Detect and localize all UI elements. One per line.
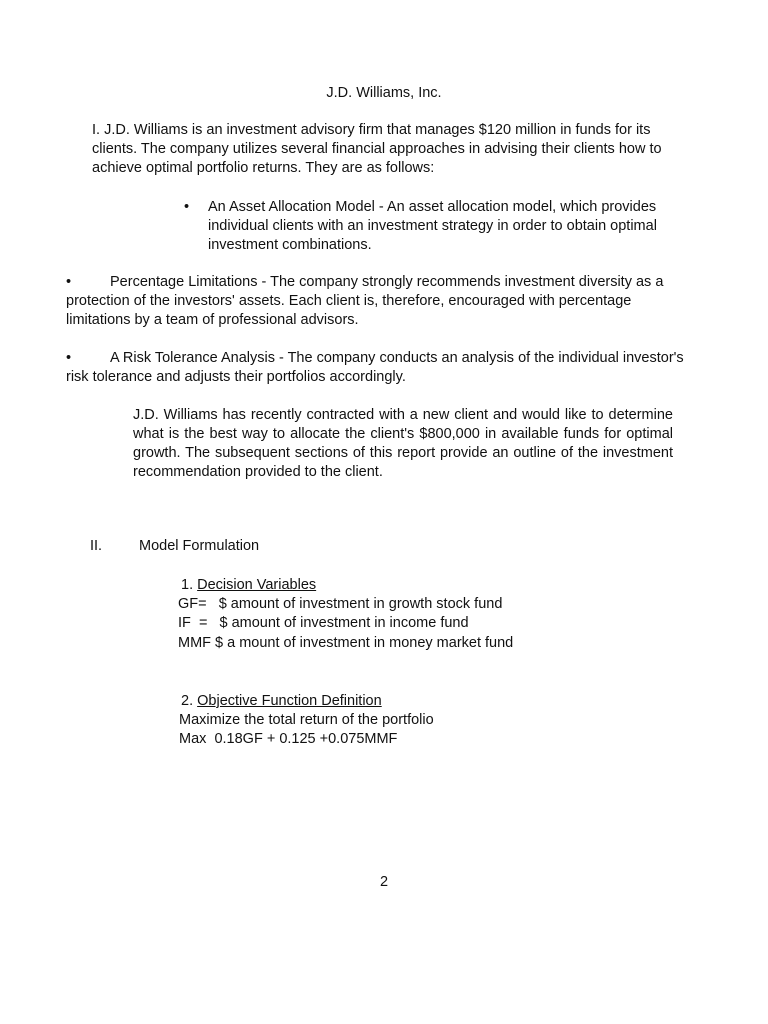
bullet-asset-allocation-text: An Asset Allocation Model - An asset allocation model, which provides individual clients with an investment strategy in order to obtain optimal investment combinations. (208, 199, 657, 253)
bullet-icon: • (66, 350, 72, 366)
objective-number: 2. (181, 693, 194, 709)
section-1-text: J.D. Williams is an investment advisory firm that manages $120 million in funds for its clients. The company utilizes several financial approaches in advising their clients how to achieve optimal portfolio returns. They are as follows: (92, 122, 662, 176)
client-paragraph: J.D. Williams has recently contracted with a new client and would like to determine what is the best way to allocate the client's $800,000 in available funds for optimal growth. The subsequent sections of this report provide an outline of the investment recommendation provided to the client. (133, 407, 673, 480)
section-2-number: II. (90, 538, 103, 554)
objective-heading (181, 692, 382, 711)
variable-mmf: MMF $ a mount of investment in money market fund (178, 635, 514, 651)
objective-title: Objective Function Definition (197, 693, 382, 709)
page-number: 2 (379, 874, 389, 890)
section-1-number: I. (92, 122, 101, 138)
variable-if: IF = $ amount of investment in income fund (178, 615, 469, 631)
bullet-risk-tolerance-text: A Risk Tolerance Analysis - The company conducts an analysis of the individual investor's risk tolerance and adjusts their portfolios accordingly. (66, 350, 684, 385)
bullet-percentage-limitations-text: Percentage Limitations - The company strongly recommends investment diversity as a protection of the investors' assets. Each client is, therefore, encouraged with percentage limitations by a team of professional advisors. (66, 274, 664, 328)
bullet-icon: • (184, 199, 190, 215)
bullet-percentage-limitations (66, 273, 696, 330)
bullet-icon: • (66, 274, 72, 290)
document-title: J.D. Williams, Inc. (326, 85, 442, 101)
decision-variables-title: Decision Variables (197, 577, 317, 593)
objective-description: Maximize the total return of the portfolio (179, 712, 434, 728)
section-2-heading (90, 537, 259, 556)
bullet-asset-allocation (184, 198, 688, 255)
decision-variables-heading (181, 576, 316, 595)
section-2-title: Model Formulation (139, 538, 260, 554)
objective-formula: Max 0.18GF + 0.125 +0.075MMF (179, 731, 398, 747)
decision-variables-number: 1. (181, 577, 194, 593)
variable-gf: GF= $ amount of investment in growth stock fund (178, 596, 503, 612)
section-1-intro (92, 121, 682, 178)
bullet-risk-tolerance (66, 349, 696, 387)
